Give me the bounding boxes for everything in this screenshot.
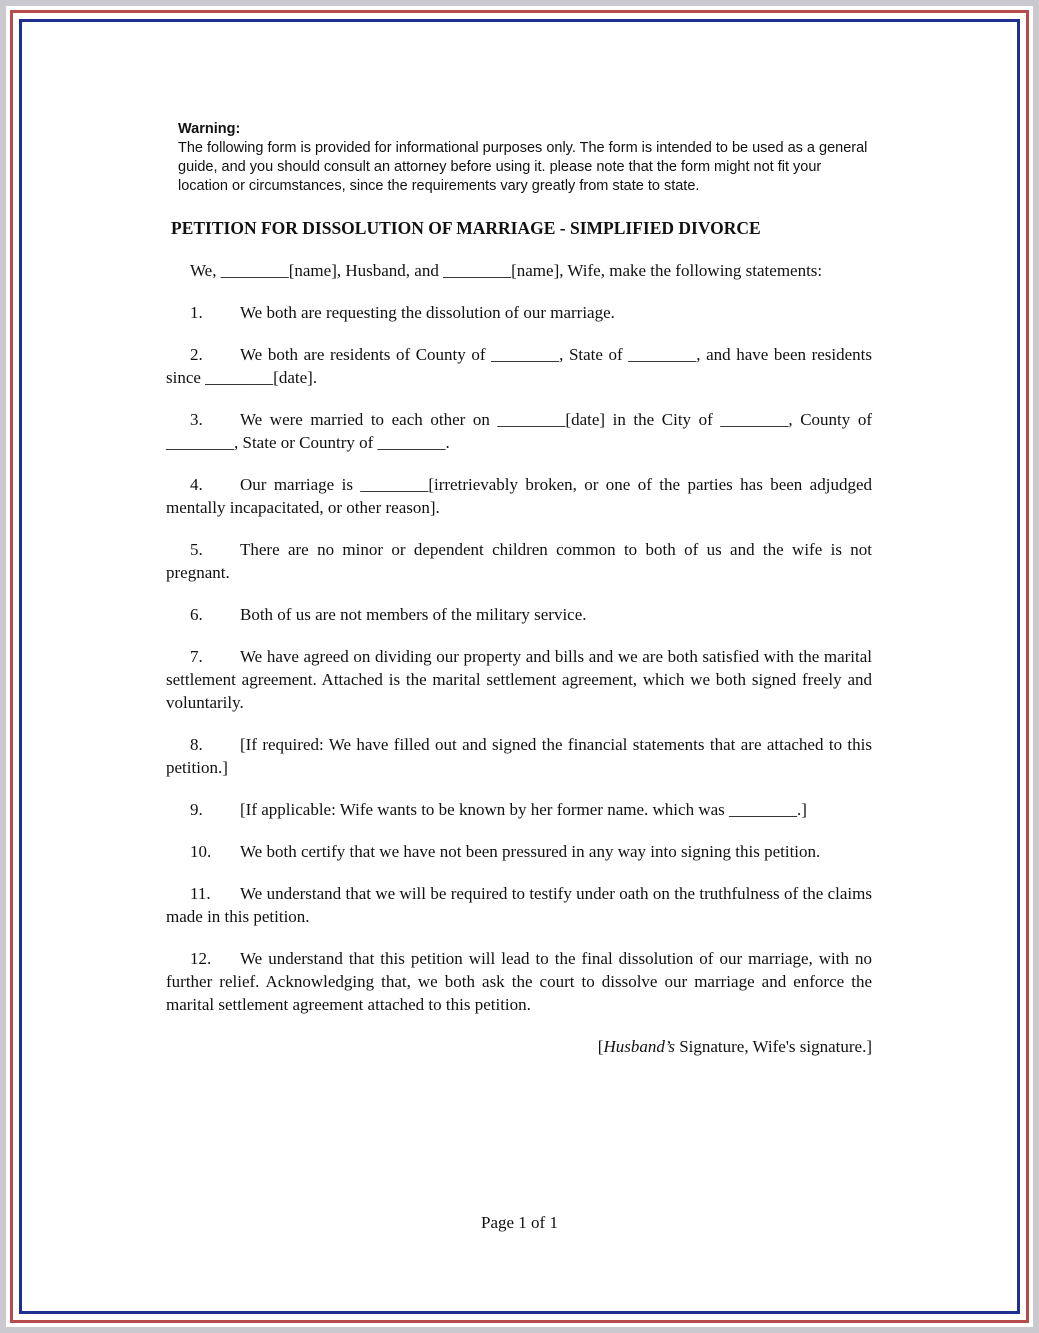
statement-item xyxy=(166,408,872,454)
statement-text: [If required: We have filled out and signed the financial statements that are attached to this petition.] xyxy=(166,735,872,777)
statement-number: 1. xyxy=(190,303,203,322)
statement-item xyxy=(166,473,872,519)
warning-text: The following form is provided for informational purposes only. The form is intended to be used as a general guide, and you should consult an attorney before using it. please note that the form might not fit your location or circumstances, since the requirements vary greatly from state to state. xyxy=(178,140,868,194)
statement-item xyxy=(166,947,872,1016)
intro-paragraph: We, ________[name], Husband, and ________[name], Wife, make the following statements: xyxy=(190,261,823,280)
warning-title: Warning: xyxy=(178,121,241,137)
statement-number: 2. xyxy=(190,345,203,364)
statement-text: We both are residents of County of ________, State of ________, and have been residents since ________[date]. xyxy=(166,345,872,387)
statement-number: 11. xyxy=(190,884,211,903)
document-title: PETITION FOR DISSOLUTION OF MARRIAGE - SIMPLIFIED DIVORCE xyxy=(171,218,761,238)
statement-item xyxy=(166,538,872,584)
statement-item xyxy=(166,301,872,324)
signature-line xyxy=(166,1035,872,1058)
statement-text: We both are requesting the dissolution of our marriage. xyxy=(240,303,615,322)
statement-number: 12. xyxy=(190,949,212,968)
signature-husband: Husband’s xyxy=(603,1037,675,1056)
statement-number: 6. xyxy=(190,605,203,624)
statement-text: [If applicable: Wife wants to be known by her former name. which was ________.] xyxy=(240,800,807,819)
signature-rest: Signature, Wife's signature.] xyxy=(674,1037,872,1056)
statement-number: 9. xyxy=(190,800,203,819)
statement-text: We both certify that we have not been pressured in any way into signing this petition. xyxy=(240,842,821,861)
statement-text: There are no minor or dependent children common to both of us and the wife is not pregnant. xyxy=(166,540,872,582)
statement-number: 10. xyxy=(190,842,212,861)
statement-item xyxy=(166,343,872,389)
statement-text: Both of us are not members of the military service. xyxy=(240,605,587,624)
statement-number: 4. xyxy=(190,475,203,494)
statement-item xyxy=(166,603,872,626)
statement-number: 5. xyxy=(190,540,203,559)
statement-number: 3. xyxy=(190,410,203,429)
page-number: Page 1 of 1 xyxy=(481,1213,558,1232)
statement-text: We understand that this petition will lead to the final dissolution of our marriage, with no further relief. Acknowledging that, we both ask the court to dissolve our marriage and enforce the marital settlement agreement attached to this petition. xyxy=(166,949,872,1014)
statement-text: We have agreed on dividing our property and bills and we are both satisfied with the marital settlement agreement. Attached is the marital settlement agreement, which we both signed freely and voluntarily. xyxy=(166,647,872,712)
statement-text: We were married to each other on ________[date] in the City of ________, County of ________, State or Country of ________. xyxy=(166,410,872,452)
statement-item xyxy=(166,840,872,863)
warning-block xyxy=(178,120,868,196)
statement-item xyxy=(166,733,872,779)
signature-open: [ xyxy=(597,1037,604,1056)
statement-item xyxy=(166,882,872,928)
statement-item xyxy=(166,645,872,714)
statement-number: 8. xyxy=(190,735,203,754)
document-body xyxy=(166,259,872,1075)
statement-text: Our marriage is ________[irretrievably broken, or one of the parties has been adjudged mentally incapacitated, or other reason]. xyxy=(166,475,872,517)
statement-text: We understand that we will be required to testify under oath on the truthfulness of the claims made in this petition. xyxy=(166,884,872,926)
statement-item xyxy=(166,798,872,821)
statement-number: 7. xyxy=(190,647,203,666)
